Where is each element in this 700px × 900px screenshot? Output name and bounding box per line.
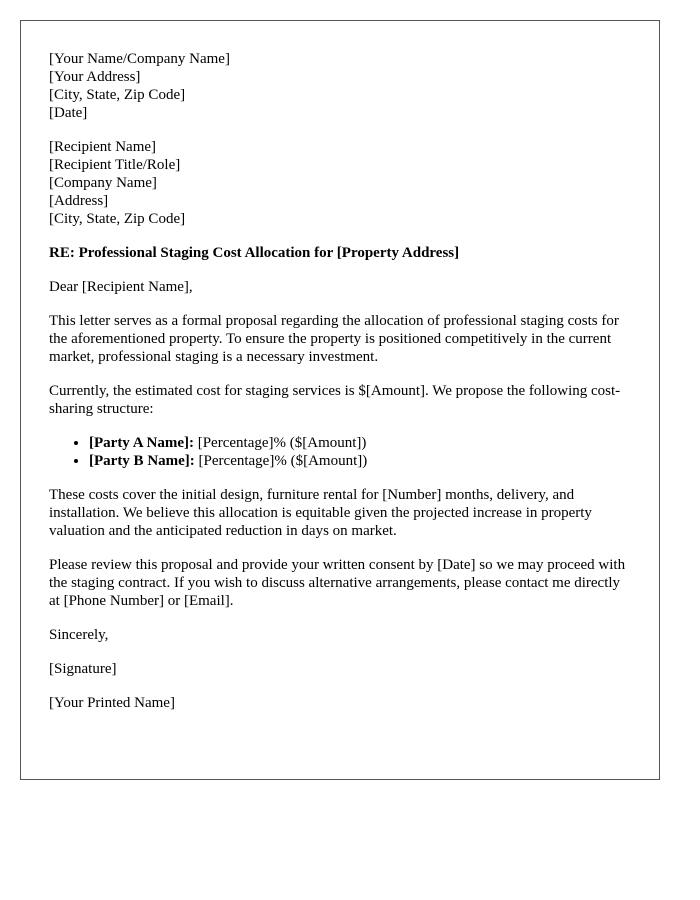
sender-name: [Your Name/Company Name]: [49, 51, 230, 67]
recipient-address: [Address]: [49, 193, 109, 209]
signature: [Signature]: [49, 661, 117, 677]
sender-city: [City, State, Zip Code]: [49, 87, 186, 103]
paragraph-coverage: These costs cover the initial design, furniture rental for [Number] months, delivery, and installation. We believe this allocation is equitable given the projected increase in property valuation and the anticipated reduction in days on market.: [49, 487, 592, 539]
letter-page: [20, 20, 660, 780]
paragraph-request: Please review this proposal and provide your written consent by [Date] so we may proceed with the staging contract. If you wish to discuss alternative arrangements, please contact me directly at [Phone Number] or [Email].: [49, 557, 626, 609]
party-a-share: [Percentage]% ($[Amount]): [193, 435, 367, 451]
party-a-name: [Party A Name]:: [89, 435, 194, 451]
closing: Sincerely,: [49, 627, 109, 643]
sender-block: [49, 50, 631, 122]
paragraph-cost: Currently, the estimated cost for staging services is $[Amount]. We propose the following cost-sharing structure:: [49, 383, 621, 417]
party-b-name: [Party B Name]:: [89, 453, 195, 469]
party-b-share: [Percentage]% ($[Amount]): [194, 453, 368, 469]
sender-address: [Your Address]: [49, 69, 141, 85]
recipient-block: [49, 138, 631, 228]
recipient-company: [Company Name]: [49, 175, 157, 191]
list-item: [89, 434, 631, 452]
recipient-title: [Recipient Title/Role]: [49, 157, 181, 173]
subject-line: RE: Professional Staging Cost Allocation for [Property Address]: [49, 245, 460, 261]
letter-date: [Date]: [49, 105, 88, 121]
printed-name: [Your Printed Name]: [49, 695, 175, 711]
recipient-name: [Recipient Name]: [49, 139, 157, 155]
paragraph-proposal: This letter serves as a formal proposal regarding the allocation of professional staging costs for the aforementioned property. To ensure the property is positioned competitively in the current market, professional staging is a necessary investment.: [49, 313, 619, 365]
recipient-city: [City, State, Zip Code]: [49, 211, 186, 227]
salutation: Dear [Recipient Name],: [49, 279, 193, 295]
list-item: [89, 452, 631, 470]
cost-sharing-list: [49, 434, 631, 470]
